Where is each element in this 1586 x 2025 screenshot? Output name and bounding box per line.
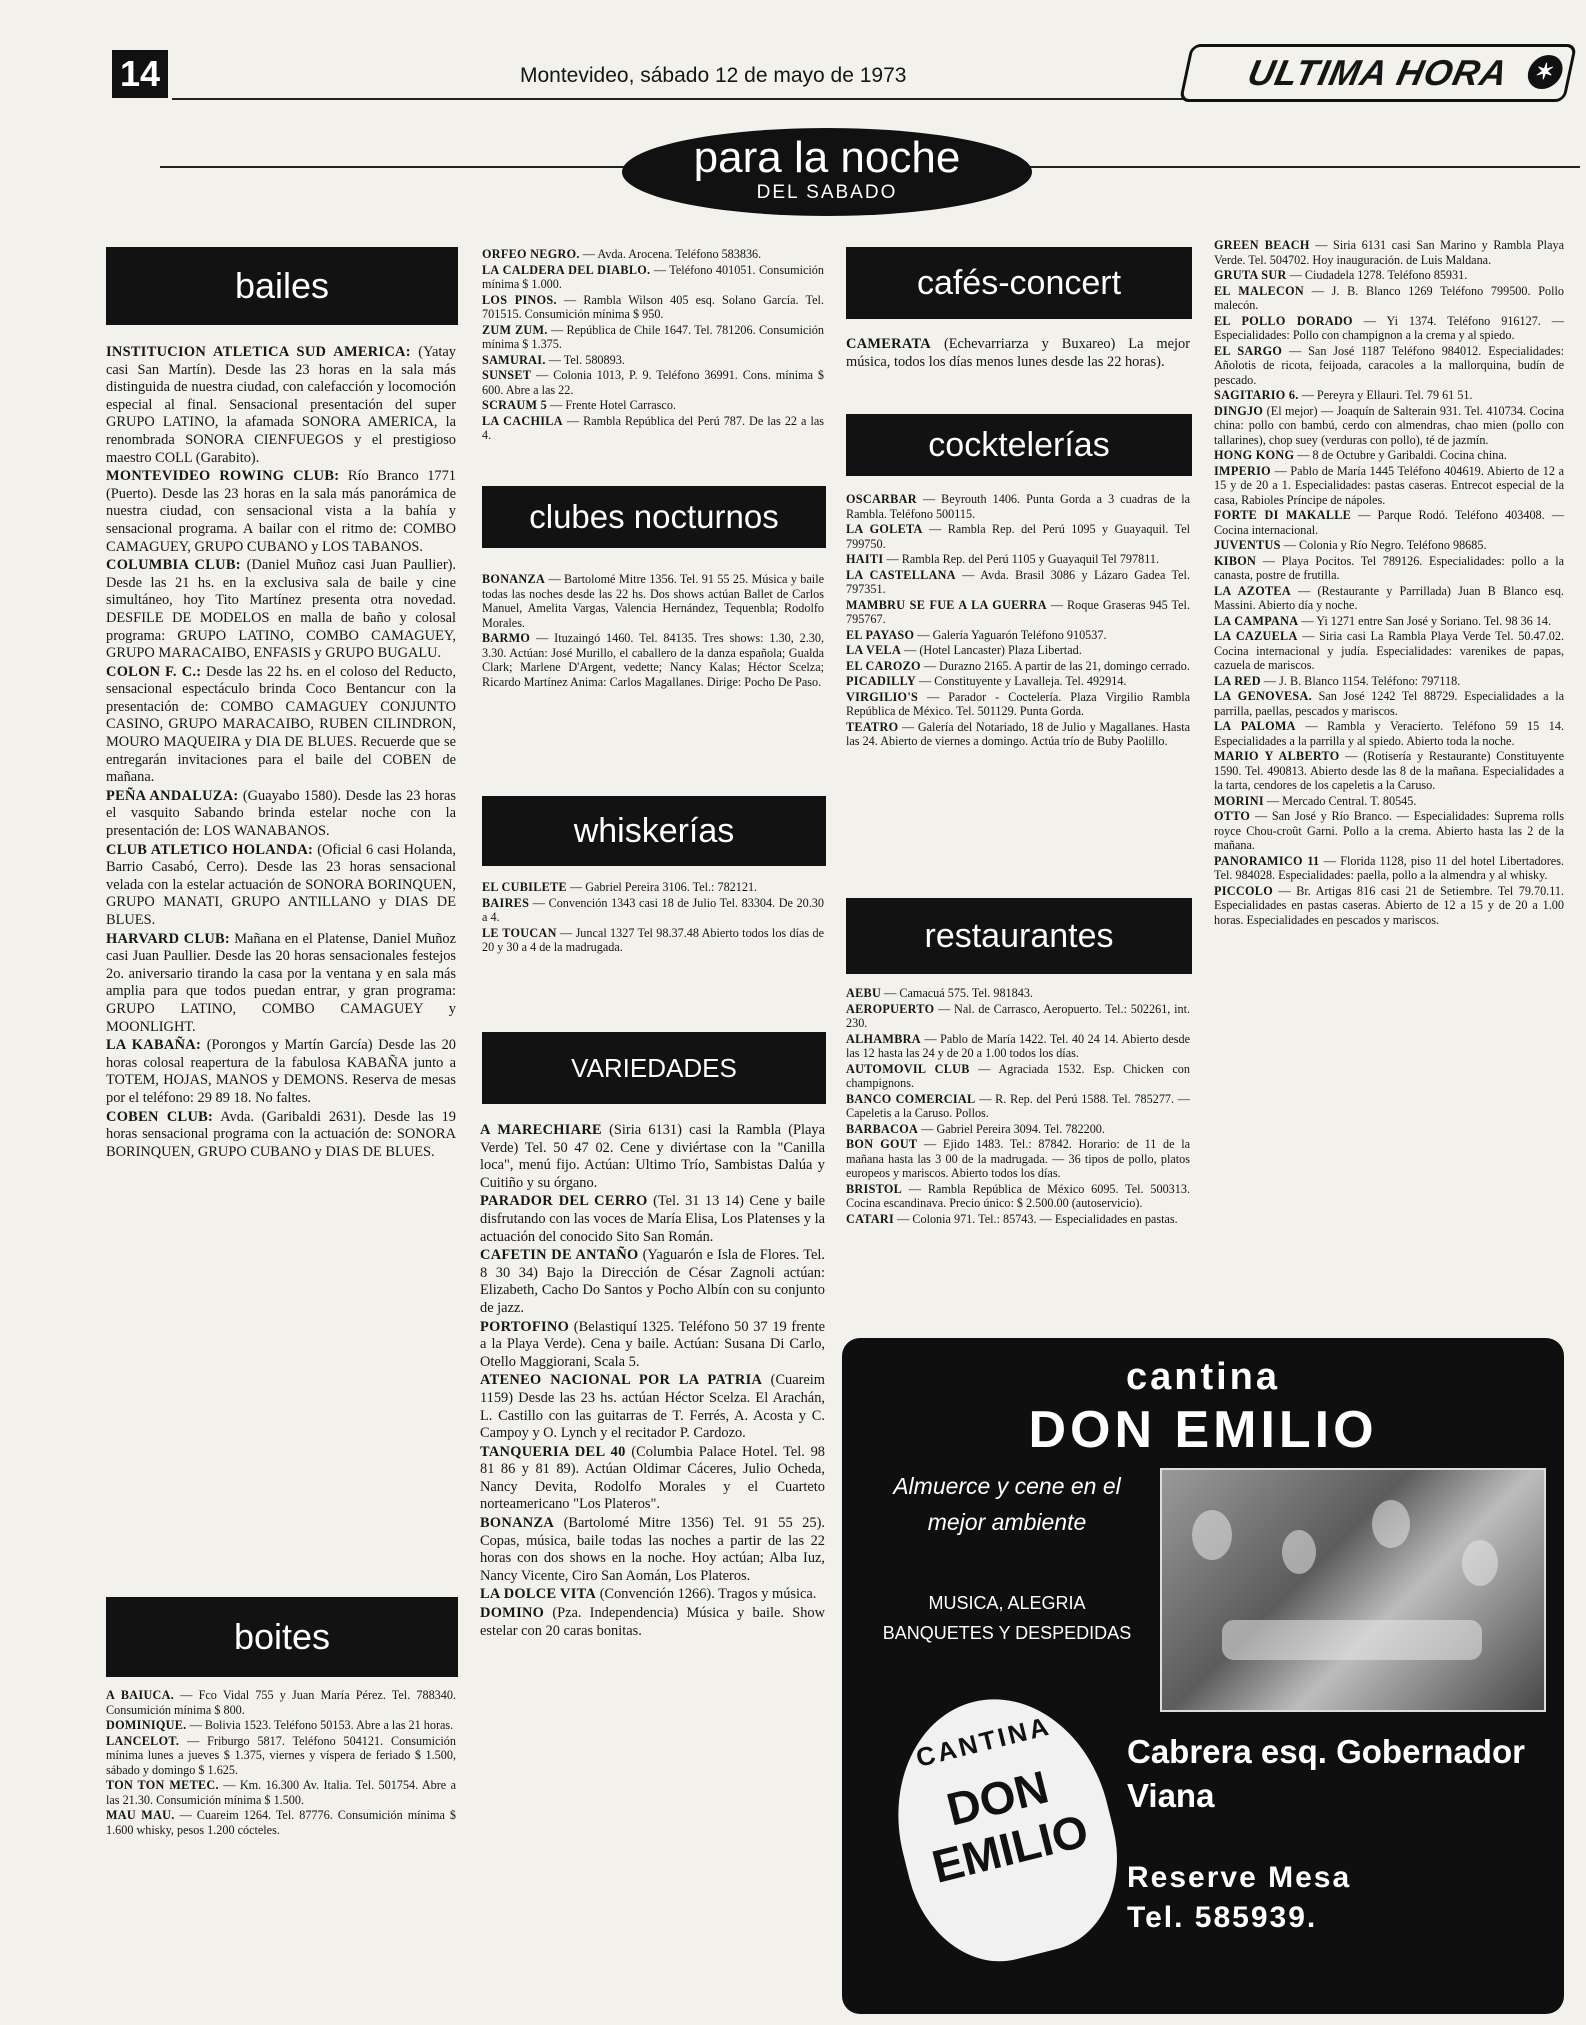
listing-entry (482, 323, 824, 352)
listing-text: — Avda. Brasil 3086 y Lázaro Gadea Tel. 797351. (846, 567, 1190, 596)
listing-text: — República de Chile 1647. Tel. 781206. Consumición mínima $ 1.375. (482, 322, 824, 351)
listing-name: EL SARGO (1214, 343, 1283, 358)
ad-reserve-label: Reserve Mesa (1127, 1861, 1352, 1894)
listing-text: — Siria 6131 casi San Marino y Rambla Playa Verde. Tel. 504702. Hoy inauguración. de Luis Maldana. (1214, 238, 1564, 267)
listing-entry (846, 1002, 1190, 1031)
listing-text: — Frente Hotel Carrasco. (547, 398, 676, 412)
listing-text: (Porongos y Martín García) Desde las 20 horas colosal reapertura de la fabulosa KABAÑA junto a TOTEM, HOJAS, MANOS y DEMONS. Reserva de mesas por el teléfono: 29 89 18. No faltes. (106, 1037, 456, 1106)
listing-entry (846, 598, 1190, 627)
listing-text: — Nal. de Carrasco, Aeropuerto. Tel.: 502261, int. 230. (846, 1001, 1190, 1030)
listing-text: (Yatay casi San Martín). Desde las 23 horas en la sala más distinguida de nuestra ciudad, con calefacción y locomoción especial al final. Sensacional presentación del super GRUPO LATINO, la afamada SONORA AMERICA, la renombrada SONORA CIENFUEGOS y el prestigioso maestro COLL (Garabito). (106, 344, 456, 466)
listing-text: — Pablo de María 1422. Tel. 40 24 14. Abierto desde las 12 hasta las 24 y de 20 a 1.00 todos los días. (846, 1031, 1190, 1060)
listing-text: (Oficial 6 casi Holanda, Barrio Casabó, Cerro). Desde las 23 horas sensacional velada con la estelar actuación de SONORA BORINQUEN, GRUPO MANATI, GRUPO ANTILLANO y DIAS DE BLUES. (106, 841, 456, 928)
listing-name: LOS PINOS. (482, 292, 557, 307)
variedades-header (482, 1032, 826, 1104)
listing-text: — Avda. Arocena. Teléfono 583836. (579, 247, 762, 261)
listing-entry (482, 368, 824, 397)
listing-text: — Rambla República del Perú 787. De las 22 a las 4. (482, 413, 824, 442)
listing-name: LA CASTELLANA (846, 567, 956, 582)
section-subtitle: DEL SABADO (756, 182, 898, 203)
listing-text: — Juncal 1327 Tel 98.37.48 Abierto todos los días de 20 y 30 a 4 de la madrugada. (482, 925, 824, 954)
listing-entry (1214, 284, 1564, 313)
listing-entry (846, 1182, 1190, 1211)
listing-text: Desde las 22 hs. en el coloso del Reducto, sensacional espectáculo brinda Coco Bentancur con la presentación de: COMBO CAMAGUEY CONJUNTO CASINO, GRUPO MARACAIBO, RUBEN CILINDRON, MOURO MAQUEIRA y DIA DE BLUES. Recuerde que se entregarán invitaciones para el baile del COBEN de mañana. (106, 663, 456, 786)
listing-name: LA CAMPANA (1214, 613, 1299, 628)
listing-name: AUTOMOVIL CLUB (846, 1061, 970, 1076)
section-title: para la noche (693, 133, 961, 182)
listing-entry (106, 468, 456, 556)
cafes-header-label: cafés-concert (916, 264, 1122, 302)
bailes-header (106, 247, 458, 325)
listing-text: (El mejor) — Joaquín de Salterain 931. Tel. 410734. Cocina china: pollo con bambú, cerdo con almendras, chao mien (pollo con tallarines), chop suey (verduras con pollo), té de jazmín. (1214, 403, 1564, 447)
listing-name: IMPERIO (1214, 463, 1271, 478)
listing-text: — Siria casi La Rambla Playa Verde Tel. 50.47.02. Cocina internacional y judía. Especialidades: varenikes de papas, cazuela de mariscos. (1214, 629, 1564, 672)
listing-text: — Rambla Rep. del Perú 1095 y Guayaquil. Tel 799750. (846, 522, 1190, 551)
listing-entry (846, 522, 1190, 551)
listing-entry (846, 674, 1190, 689)
cafes-header (846, 247, 1192, 319)
listing-entry (846, 552, 1190, 567)
listing-text: — Beyrouth 1406. Punta Gorda a 3 cuadras de la Rambla. Teléfono 500115. (846, 492, 1190, 521)
listing-name: VIRGILIO'S (846, 689, 919, 704)
listing-name: CAFETIN DE ANTAÑO (480, 1247, 639, 1264)
whiskerias-header (482, 796, 826, 866)
listing-text: — Rambla Wilson 405 esq. Solano García. Tel. 701515. Consumición mínima $ 950. (482, 292, 824, 321)
ad-name: DON EMILIO (1028, 1401, 1378, 1459)
listing-entry (106, 557, 456, 663)
listing-entry (1214, 538, 1564, 553)
ad-reserve (1127, 1858, 1547, 1938)
listing-entry (482, 414, 824, 443)
listing-name: TEATRO (846, 719, 899, 734)
listing-entry (1214, 554, 1564, 583)
ad-address: Cabrera esq. Gobernador Viana (1127, 1733, 1525, 1814)
listing-entry (106, 344, 456, 467)
listing-entry (106, 1037, 456, 1107)
listing-text: San José 1242 Tel 88729. Especialidades a la parrilla, paellas, pescados y mariscos. (1214, 689, 1564, 718)
listing-name: A MARECHIARE (480, 1122, 602, 1138)
listing-name: GRUTA SUR (1214, 268, 1287, 282)
listing-entry (480, 1515, 825, 1585)
listing-text: (Yaguarón e Isla de Flores. Tel. 8 30 34) Bajo la Dirección de César Zagnoli actúan: Elizabeth, Cacho Do Santos y Pocho Albín con su conjunto de jazz. (480, 1247, 825, 1316)
listing-text: (Pza. Independencia) Música y baile. Show estelar con 20 caras bonitas. (480, 1605, 825, 1639)
listing-name: BONANZA (482, 572, 546, 586)
ad-tagline: Almuerce y cene en el mejor ambiente (893, 1473, 1121, 1535)
listing-entry (1214, 854, 1564, 883)
listing-name: KIBON (1214, 553, 1257, 568)
listing-entry (1214, 388, 1564, 403)
listing-entry (846, 568, 1190, 597)
listing-name: LA VELA (846, 643, 902, 657)
listing-entry (846, 1062, 1190, 1091)
boites-header-label: boites (233, 1616, 331, 1657)
listing-entry (1214, 344, 1564, 388)
listing-entry (1214, 404, 1564, 448)
logo-name-text: DON EMILIO (926, 1760, 1094, 1893)
listing-name: PANORAMICO 11 (1214, 853, 1320, 868)
listing-entry (1214, 749, 1564, 793)
listing-name: PORTOFINO (480, 1318, 570, 1335)
listing-name: PICCOLO (1214, 883, 1273, 898)
listing-name: MONTEVIDEO ROWING CLUB: (106, 468, 340, 485)
listing-entry (1214, 629, 1564, 673)
header-rule (172, 98, 1190, 100)
listing-entry (480, 1247, 825, 1317)
restaurantes-continued-column (1214, 238, 1564, 1330)
listing-name: MAMBRU SE FUE A LA GUERRA (846, 597, 1047, 612)
listing-text: — (Restaurante y Parrillada) Juan B Blanco esq. Massini. Abierto día y noche. (1214, 583, 1564, 612)
listing-name: AEBU (846, 986, 882, 1000)
listing-text: — Constituyente y Lavalleja. Tel. 492914. (915, 674, 1127, 688)
listing-name: CAMERATA (846, 336, 932, 352)
restaurantes-header-label: restaurantes (924, 917, 1114, 955)
listing-text: — Friburgo 5817. Teléfono 504121. Consumición mínima lunes a jueves $ 1.375, viernes y víspera de feriado $ 1.500, sábado y domingo $ 1.625. (106, 1733, 456, 1777)
listing-entry (106, 931, 456, 1037)
listing-name: BON GOUT (846, 1137, 918, 1151)
listing-name: HAITI (846, 552, 884, 566)
listing-entry (846, 492, 1190, 521)
listing-text: — Galería del Notariado, 18 de Julio y Magallanes. Hasta las 24. Abierto de viernes a domingo. Actúa trío de Buby Paolillo. (846, 719, 1190, 748)
clubes-header-label: clubes nocturnos (529, 498, 779, 535)
listing-text: — R. Rep. del Perú 1588. Tel. 785277. — Capeletis a la Caruso. Pollos. (846, 1091, 1190, 1120)
don-emilio-ad (842, 1338, 1564, 2014)
listing-text: — Gabriel Pereira 3094. Tel. 782200. (918, 1121, 1105, 1136)
listing-name: PICADILLY (846, 674, 916, 688)
clubes-column (482, 572, 824, 777)
listing-name: LA CAZUELA (1214, 629, 1298, 643)
listing-entry (482, 263, 824, 292)
listing-entry (106, 788, 456, 841)
cafes-column (846, 336, 1190, 410)
listing-entry (1214, 464, 1564, 508)
listing-name: GREEN BEACH (1214, 238, 1310, 252)
listing-text: — Agraciada 1532. Esp. Chicken con champignons. (846, 1061, 1190, 1090)
listing-entry (480, 1319, 825, 1372)
listing-text: Río Branco 1771 (Puerto). Desde las 23 horas en la sala más panorámica de nuestra ciudad, con sensacional vista a la bahía y sensacional programa. A bailar con el ritmo de: COMBO CAMAGUEY, GRUPO CUBANO y LOS TABANOS. (106, 468, 456, 555)
listing-name: LE TOUCAN (482, 925, 557, 940)
listing-entry (846, 720, 1190, 749)
listing-text: Avda. (Garibaldi 2631). Desde las 19 horas sensacional programa con la actuación de: SONORA BORINQUEN, GRUPO CUBANO y DIAS DE BLUES. (106, 1108, 456, 1160)
listing-name: LA KABAÑA: (106, 1037, 202, 1054)
listing-text: — Cuareim 1264. Tel. 87776. Consumición mínima $ 1.600 whisky, pesos 1.200 cócteles. (106, 1808, 456, 1837)
listing-name: COLON F. C.: (106, 663, 202, 680)
restaurantes-header (846, 898, 1192, 974)
listing-name: BAIRES (482, 895, 530, 910)
listing-entry (106, 1778, 456, 1807)
listing-entry (846, 690, 1190, 719)
listing-entry (846, 986, 1190, 1001)
section-title-oval (622, 128, 1032, 216)
listing-name: PEÑA ANDALUZA: (106, 787, 239, 804)
ad-phone: Tel. 585939. (1127, 1901, 1318, 1934)
listing-name: EL MALECON (1214, 283, 1304, 298)
listing-name: COLUMBIA CLUB: (106, 557, 241, 574)
cocktelerias-header (846, 414, 1192, 476)
listing-name: FORTE DI MAKALLE (1214, 508, 1352, 522)
listing-text: (Convención 1266). Tragos y música. (596, 1586, 817, 1603)
listing-text: — Pereyra y Ellauri. Tel. 79 61 51. (1298, 388, 1473, 402)
listing-text: (Guayabo 1580). Desde las 23 horas el vasquito Sabando brinda estelar noche con la presentación de: LOS WANABANOS. (106, 787, 456, 840)
listing-entry (482, 896, 824, 925)
listing-name: BONANZA (480, 1515, 555, 1532)
listing-name: ALHAMBRA (846, 1031, 921, 1046)
listing-name: LA GOLETA (846, 522, 923, 536)
listing-entry (846, 1032, 1190, 1061)
listing-entry (1214, 884, 1564, 928)
listing-text: — Rambla Rep. del Perú 1105 y Guayaquil Tel 797811. (883, 552, 1159, 566)
cocktelerias-header-label: cocktelerías (928, 426, 1110, 464)
listing-text: — Ituzaingó 1460. Tel. 84135. Tres shows: 1.30, 2.30, 3.30. Actúan: José Murillo, el caballero de la danza española; Gualda Clark; Marlene D'Argent, vedette; Nancy Kalas; Héctor Scelza; Ricardo Martínez Anima: Carlos Magallanes. Dirige: Pocho De Paso. (482, 631, 824, 689)
listing-text: (Daniel Muñoz casi Juan Paullier). Desde las 21 hs. en la exclusiva sala de baile y cine simultáneo, hoy Tito Martínez presenta otra novedad. DESFILE DE MODELOS en malla de baño y colosal programa: GRUPO LATINO, COMBO CAMAGUEY, GRUPO MARACAIBO, ENFASIS y GRUPO BUGALU. (106, 557, 456, 662)
listing-text: — Br. Artigas 816 casi 21 de Setiembre. Tel 79.70.11. Especialidades en pastas caseras. Abierto de 12 a 15 y de 20 a 1.00 horas. Especialidades en pescados y mariscos. (1214, 883, 1564, 927)
listing-entry (1214, 809, 1564, 853)
listing-text: — San José y Río Branco. — Especialidades: Suprema rolls royce Chou-croût Garni. Pollo a la crema. Abierto hasta las 2 de la mañana. (1214, 809, 1564, 852)
listing-text: — J. B. Blanco 1269 Teléfono 799500. Pollo malecón. (1214, 283, 1564, 312)
listing-name: LANCELOT. (106, 1733, 180, 1748)
listing-text: (Cuareim 1159) Desde las 23 hs. actúan Héctor Scelza. El Arachán, L. Castillo con las guitarras de T. Ferrés, A. Acosta y C. Campoy y O. Lynch y el recitador P. Cardozo. (480, 1372, 825, 1442)
listing-text: — Teléfono 401051. Consumición mínima $ 1.000. (482, 262, 824, 291)
listing-entry (482, 353, 824, 368)
listing-text: — Rambla y Veracierto. Teléfono 59 15 14. Especialidades a la parrilla y al spiedo. Abierto toda la noche. (1214, 719, 1564, 748)
listing-entry (482, 293, 824, 322)
bailes-column (106, 344, 456, 1589)
boites-column (106, 1688, 456, 2013)
listing-text: — Km. 16.300 Av. Italia. Tel. 501754. Abre a las 21.30. Consumición mínima $ 1.500. (106, 1778, 456, 1807)
listing-entry (480, 1586, 825, 1604)
cocktelerias-column (846, 492, 1190, 890)
listing-name: SAMURAI. (482, 352, 546, 367)
listing-entry (480, 1122, 825, 1192)
listing-entry (1214, 448, 1564, 463)
listing-entry (106, 1718, 456, 1733)
listing-entry (106, 842, 456, 930)
restaurant-photo (1160, 1468, 1546, 1712)
listing-text: (Echevarriarza y Buxareo) La mejor música, todos los días menos lunes desde las 22 horas). (846, 336, 1190, 370)
listing-text: — Yi 1374. Teléfono 916127. — Especialidades: Pollo con champignon a la crema y al spiedo. (1214, 313, 1564, 342)
listing-entry (106, 1688, 456, 1717)
listing-entry (480, 1444, 825, 1514)
listing-text: — Gabriel Pereira 3106. Tel.: 782121. (566, 880, 758, 894)
listing-name: LA GENOVESA. (1214, 689, 1312, 703)
listing-name: CATARI (846, 1211, 895, 1226)
listing-text: — Bolivia 1523. Teléfono 50153. Abre a las 21 horas. (186, 1718, 454, 1732)
boites-header (106, 1597, 458, 1677)
listing-text: — (Rotisería y Restaurante) Constituyente 1590. Tel. 490813. Abierto desde las 8 de la mañana. Especialidades a la tarta, cendores de los capeletis a la Caruso. (1214, 749, 1564, 792)
listing-entry (482, 398, 824, 413)
listing-text: (Tel. 31 13 14) Cene y baile disfrutando con las voces de María Elisa, Los Platenses y la actuación del conocido Sito San Román. (480, 1193, 825, 1245)
listing-entry (846, 1137, 1190, 1181)
listing-name: PARADOR DEL CERRO (480, 1193, 648, 1210)
listing-entry (480, 1372, 825, 1442)
variedades-column (480, 1122, 825, 2014)
listing-name: DOMINO (480, 1605, 545, 1622)
listing-entry (846, 1212, 1190, 1227)
listing-text: — (Hotel Lancaster) Plaza Libertad. (901, 643, 1082, 657)
listing-entry (480, 1605, 825, 1640)
listing-entry (106, 1808, 456, 1837)
listing-entry (482, 880, 824, 895)
boites-continued-column (482, 247, 824, 475)
listing-text: — Bartolomé Mitre 1356. Tel. 91 55 25. Música y baile todas las noches desde las 22 hs. Dos shows actúan Ballet de Carlos Manuel, Amelita Vargas, Valencia Hernández, Tequenbla; Rodolfo Morales. (482, 572, 824, 630)
whiskerias-column (482, 880, 824, 1010)
variedades-header-label: VARIEDADES (571, 1053, 737, 1083)
listing-name: OTTO (1214, 809, 1251, 823)
listing-entry (846, 1092, 1190, 1121)
listing-name: DINGJO (1214, 403, 1264, 418)
listing-entry (482, 631, 824, 689)
listing-name: BARMO (482, 631, 531, 645)
listing-text: — Ciudadela 1278. Teléfono 85931. (1286, 268, 1468, 282)
listing-text: — San José 1187 Teléfono 984012. Especialidades: Añolotis de ricota, feijoada, caracoles a la mallorquina, budín de pescado. (1214, 343, 1564, 387)
star-icon: ✶ (1525, 55, 1566, 89)
listing-entry (846, 1122, 1190, 1137)
listing-name: OSCARBAR (846, 492, 917, 506)
cantina-logo (872, 1676, 1139, 1979)
listing-entry (1214, 674, 1564, 689)
listing-entry (1214, 314, 1564, 343)
restaurantes-column (846, 986, 1190, 1326)
listing-text: — Yi 1271 entre San José y Soriano. Tel. 98 36 14. (1298, 613, 1552, 628)
listing-text: — Pablo de María 1445 Teléfono 404619. Abierto de 12 a 15 y de 20 a 1. Especialidades: pastas caseras. Entrecot especial de la casa, Rabioles Príncipe de nápoles. (1214, 463, 1564, 507)
listing-name: HONG KONG (1214, 448, 1295, 462)
dateline: Montevideo, sábado 12 de mayo de 1973 (520, 64, 907, 87)
listing-entry (1214, 614, 1564, 629)
listing-entry (106, 1109, 456, 1162)
listing-text: — 8 de Octubre y Garibaldi. Cocina china. (1294, 448, 1507, 462)
listing-entry (482, 926, 824, 955)
listing-name: MAU MAU. (106, 1808, 175, 1822)
bailes-header-label: bailes (234, 265, 330, 306)
clubes-header (482, 486, 826, 548)
listing-name: LA CACHILA (482, 413, 563, 428)
listing-entry (1214, 689, 1564, 718)
listing-text: — Colonia y Río Negro. Teléfono 98685. (1280, 538, 1487, 552)
listing-name: CLUB ATLETICO HOLANDA: (106, 841, 314, 858)
listing-text: — Mercado Central. T. 80545. (1263, 793, 1417, 808)
listing-entry (106, 1734, 456, 1778)
listing-name: HARVARD CLUB: (106, 930, 231, 947)
listing-entry (1214, 508, 1564, 537)
listing-entry (846, 643, 1190, 658)
listing-entry (1214, 719, 1564, 748)
listing-entry (846, 628, 1190, 643)
listing-text: — Tel. 580893. (545, 352, 625, 367)
page-number: 14 (112, 50, 168, 98)
listing-name: A BAIUCA. (106, 1688, 175, 1702)
listing-name: TON TON METEC. (106, 1778, 219, 1792)
listing-name: DOMINIQUE. (106, 1718, 187, 1732)
listing-entry (1214, 584, 1564, 613)
listing-text: — Parador - Coctelería. Plaza Virgilio Rambla República de México. Tel. 501129. Punta Gorda. (846, 689, 1190, 718)
listing-entry (480, 1193, 825, 1246)
listing-text: — Florida 1128, piso 11 del hotel Libertadores. Tel. 984028. Especialidades: paella, pollo a la almendra y al whisky. (1214, 853, 1564, 882)
listing-text: — Colonia 1013, P. 9. Teléfono 36991. Cons. mínima $ 600. Abre a las 22. (482, 368, 824, 397)
listing-name: EL POLLO DORADO (1214, 313, 1353, 328)
listing-text: (Columbia Palace Hotel. Tel. 98 81 86 y 81 89). Actúan Oldimar Cáceres, Julio Ocheda, Nancy Devita, Rodolfo Morales y el Cuarteto norteamericano "Los Plateros". (480, 1443, 825, 1513)
listing-text: — Rambla República de México 6095. Tel. 500313. Cocina escandinava. Precio único: $ 2.500.00 (autoservicio). (846, 1181, 1190, 1210)
listing-entry (482, 247, 824, 262)
listing-text: (Bartolomé Mitre 1356) Tel. 91 55 25). Copas, música, baile todas las noches a partir de las 22 horas con dos shows en la noche. Hoy actúan; Alba Iuz, Nancy Vicente, Ciro San Aomán, Los Plateros. (480, 1515, 825, 1584)
listing-name: BANCO COMERCIAL (846, 1091, 976, 1106)
masthead-logo (1179, 44, 1577, 102)
listing-name: EL CUBILETE (482, 880, 567, 894)
listing-entry (1214, 794, 1564, 809)
masthead-text: ULTIMA HORA (1244, 52, 1512, 93)
listing-text: — Convención 1343 casi 18 de Julio Tel. 83304. De 20.30 a 4. (482, 895, 824, 924)
listing-entry (106, 664, 456, 787)
listing-name: BRISTOL (846, 1181, 903, 1196)
listing-name: SUNSET (482, 368, 532, 382)
listing-name: BARBACOA (846, 1121, 919, 1136)
listing-name: SCRAUM 5 (482, 398, 548, 412)
listing-text: — Playa Pocitos. Tel 789126. Especialidades: pollo a la canasta, postre de frutilla. (1214, 553, 1564, 582)
listing-text: — Fco Vidal 755 y Juan María Pérez. Tel. 788340. Consumición mínima $ 800. (106, 1688, 456, 1717)
listing-text: — Camacuá 575. Tel. 981843. (881, 986, 1033, 1000)
listing-name: ZUM ZUM. (482, 322, 548, 337)
listing-text: — Colonia 971. Tel.: 85743. — Especialidades en pastas. (894, 1211, 1178, 1226)
listing-name: AEROPUERTO (846, 1001, 935, 1016)
listing-name: ATENEO NACIONAL POR LA PATRIA (480, 1372, 763, 1389)
ad-cantina: cantina (1125, 1356, 1281, 1398)
listing-text: — Roque Graseras 945 Tel. 795767. (846, 597, 1190, 626)
listing-entry (846, 659, 1190, 674)
listing-name: ORFEO NEGRO. (482, 247, 580, 261)
listing-text: — Parque Rodó. Teléfono 403408. — Cocina internacional. (1214, 508, 1564, 537)
listing-name: INSTITUCION ATLETICA SUD AMERICA: (106, 344, 411, 360)
logo-top-text: CANTINA (912, 1710, 1055, 1773)
whiskerias-header-label: whiskerías (573, 812, 735, 850)
listing-name: COBEN CLUB: (106, 1108, 214, 1125)
listing-text: (Belastiquí 1325. Teléfono 50 37 19 frente a la Playa Verde). Cena y baile. Actúan: Susana Di Carlo, Otello Maggiorani, Scala 5. (480, 1318, 825, 1370)
listing-text: — Durazno 2165. A partir de las 21, domingo cerrado. (920, 658, 1190, 673)
listing-entry (1214, 268, 1564, 283)
listing-name: LA DOLCE VITA (480, 1586, 597, 1603)
listing-text: — J. B. Blanco 1154. Teléfono: 797118. (1260, 673, 1461, 688)
listing-name: EL CAROZO (846, 658, 921, 673)
listing-name: SAGITARIO 6. (1214, 388, 1299, 402)
listing-name: EL PAYASO (846, 627, 915, 642)
listing-text: Mañana en el Platense, Daniel Muñoz casi Juan Paullier. Desde las 20 horas sensacionales festejos 2o. aniversario tirando la casa por la ventana y en sala más amplia para que todos puedan entrar, y gran programa: GRUPO LATINO, COMBO CAMAGUEY y MOONLIGHT. (106, 930, 456, 1035)
listing-name: MARIO Y ALBERTO (1214, 749, 1340, 763)
listing-entry (482, 572, 824, 630)
listing-name: LA CALDERA DEL DIABLO. (482, 262, 651, 277)
listing-text: — Ejido 1483. Tel.: 87842. Horario: de 11 de la mañana hasta las 3 00 de la madrugada. — 36 tipos de pollo, platos europeos y mariscos. Abierto todos los días. (846, 1137, 1190, 1180)
listing-name: MORINI (1214, 793, 1264, 808)
listing-text: (Siria 6131) casi la Rambla (Playa Verde) Tel. 50 47 02. Cene y diviértase con la "Canilla loca", menú fijo. Actúan: Ultimo Trío, Sambistas Dalúa y Cuitiño y su órgano. (480, 1122, 825, 1191)
listing-text: — Galería Yaguarón Teléfono 910537. (914, 627, 1107, 642)
listing-entry (1214, 238, 1564, 267)
listing-name: LA PALOMA (1214, 719, 1296, 733)
listing-entry (846, 336, 1190, 371)
listing-name: TANQUERIA DEL 40 (480, 1443, 626, 1460)
listing-name: JUVENTUS (1214, 538, 1281, 552)
listing-name: LA RED (1214, 673, 1261, 688)
listing-name: LA AZOTEA (1214, 583, 1291, 598)
ad-services: MUSICA, ALEGRIA BANQUETES Y DESPEDIDAS (882, 1593, 1132, 1643)
